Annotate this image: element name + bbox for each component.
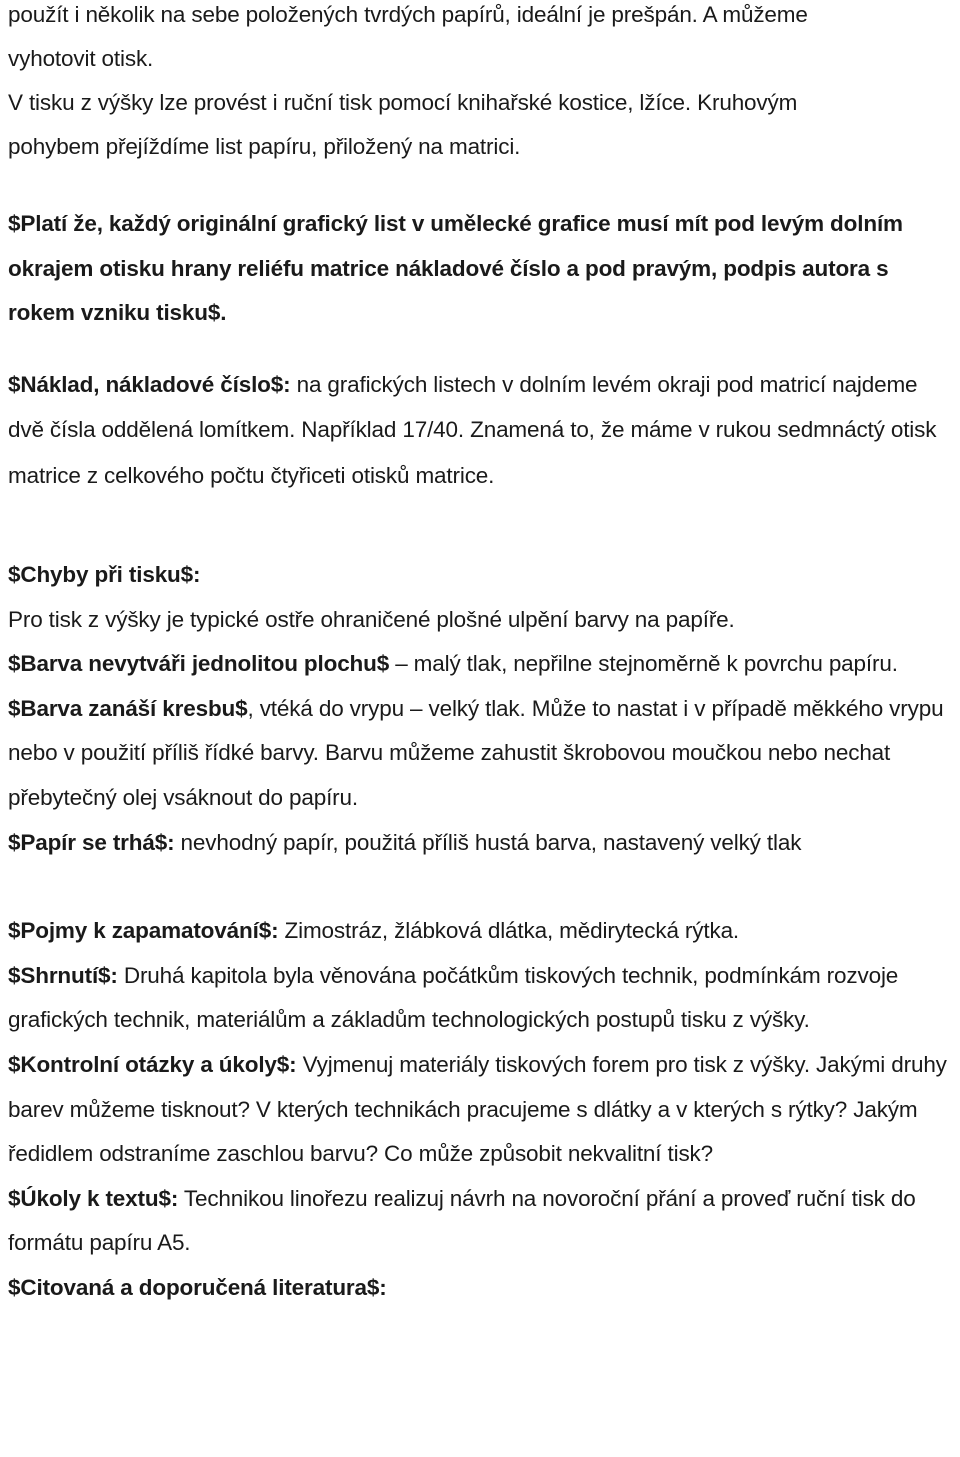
intro-line-1: použít i několik na sebe položených tvrdých papírů, ideální je prešpán. A můžeme [8,2,808,27]
papir-trha-text: nevhodný papír, použitá příliš hustá barva, nastavený velký tlak [174,829,802,855]
barva-zanasi-item [8,687,958,821]
intro-line-2: vyhotovit otisk. [8,46,154,71]
kontrolni-term: $Kontrolní otázky a úkoly$: [8,1051,297,1077]
kontrolni-item [8,1043,958,1177]
ukoly-text: Technikou linořezu realizuj návrh na novoroční přání a proveď ruční tisk do formátu papíru A5. [8,1185,916,1256]
papir-trha-item [8,821,958,866]
chyby-heading-text: $Chyby při tisku$: [8,562,201,587]
literatura-heading-text: $Citovaná a doporučená literatura$: [8,1274,387,1300]
chyby-heading [8,553,958,598]
plati-paragraph: $Platí že, každý originální grafický list v umělecké grafice musí mít pod levým dolním okrajem otisku hrany reliéfu matrice nákladové číslo a pod pravým, podpis autora s rokem vzniku tisku$. [8,211,903,325]
shrnuti-item [8,954,958,1043]
kontrolni-text: Vyjmenuj materiály tiskových forem pro tisk z výšky. Jakými druhy barev můžeme tisknout? V kterých technikách pracujeme s dlátky a v kterých s rýtky? Jakým ředidlem odstraníme zaschlou barvu? Co může způsobit nekvalitní tisk? [8,1051,947,1167]
intro-paragraph [8,0,958,169]
pojmy-term: $Pojmy k zapamatování$: [8,918,279,944]
literatura-heading [8,1266,958,1311]
barva-zanasi-term: $Barva zanáší kresbu$ [8,695,248,721]
pojmy-text: Zimostráz, žlábková dlátka, mědirytecká rýtka. [278,918,740,944]
shrnuti-text: Druhá kapitola byla věnována počátkům tiskových technik, podmínkám rozvoje grafických technik, materiálům a základům technologických postupů tisku z výšky. [8,962,899,1033]
naklad-paragraph [8,362,958,499]
shrnuti-term: $Shrnutí$: [8,962,118,988]
ukoly-item [8,1177,958,1266]
barva-nejednolita-term: $Barva nevytváři jednolitou plochu$ [8,651,390,677]
chyby-intro: Pro tisk z výšky je typické ostře ohraničené plošné ulpění barvy na papíře. [8,606,735,632]
summary-section [8,909,958,1310]
barva-nejednolita-text: – malý tlak, nepřilne stejnoměrně k povrchu papíru. [389,651,898,677]
naklad-term: $Náklad, nákladové číslo$: [8,371,291,397]
barva-nejednolita-item [8,642,958,687]
chyby-section [8,553,958,865]
papir-trha-term: $Papír se trhá$: [8,829,175,855]
pojmy-item [8,909,958,954]
naklad-text: na grafických listech v dolním levém okraji pod matricí najdeme dvě čísla oddělená lomítkem. Například 17/40. Znamená to, že máme v rukou sedmnáctý otisk matrice z celkového počtu čtyřiceti otisků matrice. [8,371,937,488]
barva-zanasi-text: , vtéká do vrypu – velký tlak. Může to nastat i v případě měkkého vrypu nebo v použití příliš řídké barvy. Barvu můžeme zahustit škrobovou moučkou nebo nechat přebytečný olej vsáknout do papíru. [8,695,944,810]
intro-line-4: pohybem přejíždíme list papíru, přiložený na matrici. [8,134,521,159]
ukoly-term: $Úkoly k textu$: [8,1185,179,1211]
intro-line-3: V tisku z výšky lze provést i ruční tisk pomocí knihařské kostice, lžíce. Kruhovým [8,90,798,115]
document-page [8,0,958,1311]
